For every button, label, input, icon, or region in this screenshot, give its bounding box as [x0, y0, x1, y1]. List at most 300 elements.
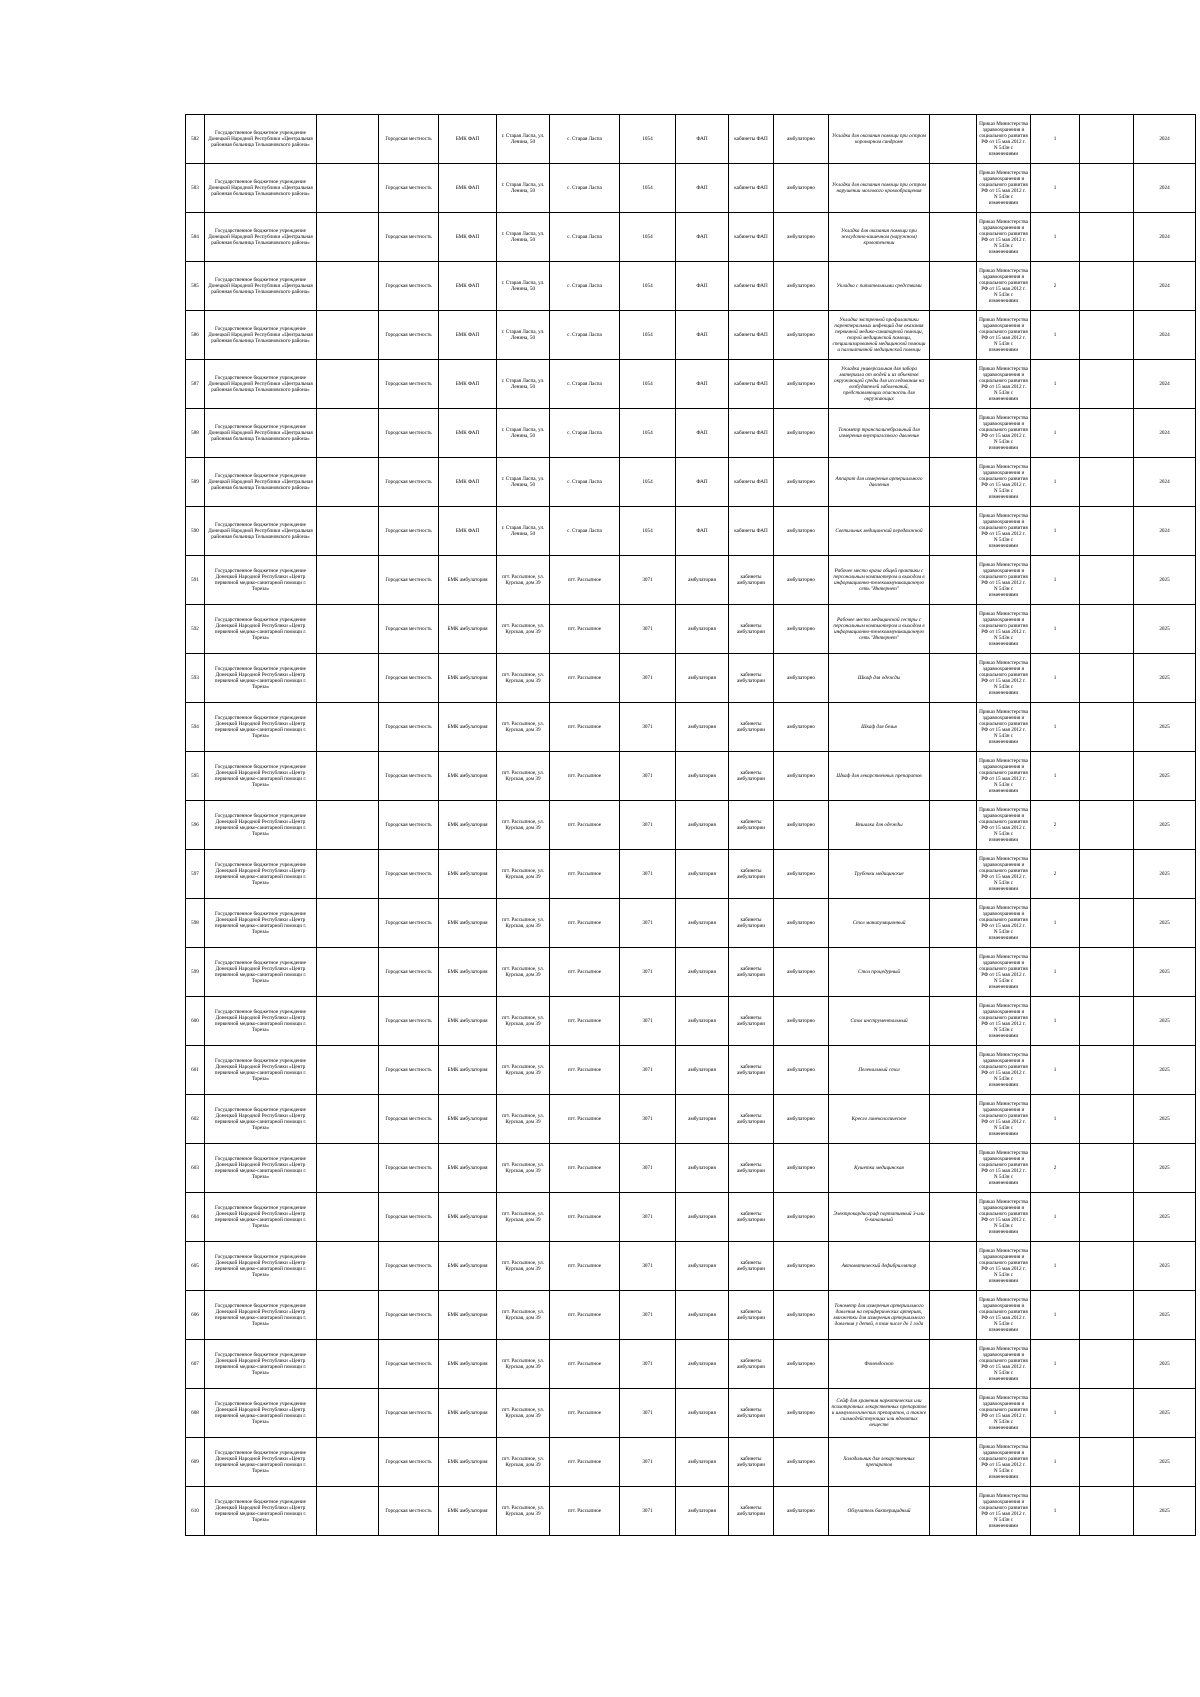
room-cell: кабинеты амбулатории [729, 556, 774, 605]
regulation-cell: Приказ Министерства здравоохранения и социального развития РФ от 15 мая 2012 г. N 543н с изменениями [977, 409, 1031, 458]
organization-cell: Государственное бюджетное учреждение Донецкой Народной Республики «Центральная районная больница Тельмановского района» [205, 164, 317, 213]
room-cell: кабинеты амбулатории [729, 850, 774, 899]
area-type-cell: Городская местность [379, 1046, 439, 1095]
facility-type-cell: БМК ФАП [439, 164, 497, 213]
table-row [186, 1144, 1196, 1193]
unit-cell: амбулатория [676, 899, 729, 948]
equipment-name-cell: Сейф для хранения наркотических или психотропных лекарственных препаратов и иммунологических препаратов, а также сильнодействующих или ядовитых веществ [829, 1389, 930, 1438]
empty-cell-cell [317, 801, 379, 850]
area-type-cell: Городская местность [379, 801, 439, 850]
organization-cell: Государственное бюджетное учреждение Донецкой Народной Республики «Центр первичной медико-санитарной помощи г. Тореза» [205, 948, 317, 997]
table-row [186, 213, 1196, 262]
care-form-cell: амбулаторно [774, 654, 829, 703]
population-cell: 3071 [620, 948, 676, 997]
row-number-cell: 609 [186, 1438, 205, 1487]
facility-type-cell: БМК амбулатория [439, 556, 497, 605]
unit-cell: амбулатория [676, 703, 729, 752]
year-cell: 2025 [1134, 1389, 1196, 1438]
row-number-cell: 599 [186, 948, 205, 997]
equipment-name-cell: Пеленальный стол [829, 1046, 930, 1095]
row-number-cell: 602 [186, 1095, 205, 1144]
year-cell: 2025 [1134, 703, 1196, 752]
organization-cell: Государственное бюджетное учреждение Донецкой Народной Республики «Центральная районная больница Тельмановского района» [205, 409, 317, 458]
population-cell: 3071 [620, 1193, 676, 1242]
facility-type-cell: БМК амбулатория [439, 1193, 497, 1242]
room-cell: кабинеты ФАП [729, 262, 774, 311]
empty-cell-cell [1080, 262, 1134, 311]
population-cell: 3071 [620, 654, 676, 703]
room-cell: кабинеты ФАП [729, 311, 774, 360]
population-cell: 3071 [620, 1487, 676, 1536]
unit-cell: ФАП [676, 164, 729, 213]
table-row [186, 164, 1196, 213]
empty-cell-cell [317, 213, 379, 262]
locality-cell: пгт. Рассыпное [550, 1144, 620, 1193]
care-form-cell: амбулаторно [774, 850, 829, 899]
table-row [186, 1193, 1196, 1242]
organization-cell: Государственное бюджетное учреждение Донецкой Народной Республики «Центр первичной медико-санитарной помощи г. Тореза» [205, 752, 317, 801]
equipment-name-cell: Рабочее место врача общей практики с персональным компьютером и выходом в информационно-телекоммуникационную сеть "Интернет" [829, 556, 930, 605]
quantity-cell: 1 [1031, 556, 1080, 605]
year-cell: 2025 [1134, 1193, 1196, 1242]
care-form-cell: амбулаторно [774, 1193, 829, 1242]
unit-cell: ФАП [676, 262, 729, 311]
empty-cell-cell [317, 1291, 379, 1340]
empty-cell-cell [317, 752, 379, 801]
quantity-cell: 1 [1031, 899, 1080, 948]
unit-cell: амбулатория [676, 850, 729, 899]
quantity-cell: 1 [1031, 1340, 1080, 1389]
empty-cell-cell [930, 654, 977, 703]
room-cell: кабинеты амбулатории [729, 801, 774, 850]
empty-cell-cell [1080, 115, 1134, 164]
organization-cell: Государственное бюджетное учреждение Донецкой Народной Республики «Центр первичной медико-санитарной помощи г. Тореза» [205, 850, 317, 899]
unit-cell: амбулатория [676, 752, 729, 801]
population-cell: 3071 [620, 1144, 676, 1193]
table-row [186, 605, 1196, 654]
empty-cell-cell [1080, 1046, 1134, 1095]
organization-cell: Государственное бюджетное учреждение Донецкой Народной Республики «Центр первичной медико-санитарной помощи г. Тореза» [205, 1193, 317, 1242]
organization-cell: Государственное бюджетное учреждение Донецкой Народной Республики «Центр первичной медико-санитарной помощи г. Тореза» [205, 1046, 317, 1095]
table-row [186, 1389, 1196, 1438]
address-cell: пгт. Рассыпное, ул. Курская, дом 39 [497, 1438, 550, 1487]
care-form-cell: амбулаторно [774, 1389, 829, 1438]
population-cell: 3071 [620, 605, 676, 654]
empty-cell-cell [930, 262, 977, 311]
population-cell: 1054 [620, 311, 676, 360]
row-number-cell: 595 [186, 752, 205, 801]
organization-cell: Государственное бюджетное учреждение Донецкой Народной Республики «Центральная районная больница Тельмановского района» [205, 458, 317, 507]
regulation-cell: Приказ Министерства здравоохранения и социального развития РФ от 15 мая 2012 г. N 543н с изменениями [977, 1291, 1031, 1340]
empty-cell-cell [317, 1144, 379, 1193]
year-cell: 2024 [1134, 311, 1196, 360]
table-row [186, 1291, 1196, 1340]
quantity-cell: 1 [1031, 115, 1080, 164]
year-cell: 2024 [1134, 164, 1196, 213]
organization-cell: Государственное бюджетное учреждение Донецкой Народной Республики «Центр первичной медико-санитарной помощи г. Тореза» [205, 605, 317, 654]
population-cell: 1054 [620, 360, 676, 409]
regulation-cell: Приказ Министерства здравоохранения и социального развития РФ от 15 мая 2012 г. N 543н с изменениями [977, 948, 1031, 997]
locality-cell: пгт. Рассыпное [550, 1095, 620, 1144]
area-type-cell: Городская местность [379, 1242, 439, 1291]
room-cell: кабинеты амбулатории [729, 899, 774, 948]
facility-type-cell: БМК ФАП [439, 213, 497, 262]
empty-cell-cell [930, 850, 977, 899]
unit-cell: амбулатория [676, 605, 729, 654]
empty-cell-cell [317, 311, 379, 360]
area-type-cell: Городская местность [379, 703, 439, 752]
equipment-table [185, 114, 1196, 1536]
year-cell: 2024 [1134, 213, 1196, 262]
address-cell: г. Старая Ласпа, ул. Ленина, 50 [497, 262, 550, 311]
table-row [186, 1438, 1196, 1487]
organization-cell: Государственное бюджетное учреждение Донецкой Народной Республики «Центр первичной медико-санитарной помощи г. Тореза» [205, 801, 317, 850]
room-cell: кабинеты ФАП [729, 409, 774, 458]
row-number-cell: 603 [186, 1144, 205, 1193]
empty-cell-cell [317, 1242, 379, 1291]
quantity-cell: 1 [1031, 605, 1080, 654]
empty-cell-cell [317, 458, 379, 507]
facility-type-cell: БМК амбулатория [439, 1438, 497, 1487]
area-type-cell: Городская местность [379, 752, 439, 801]
empty-cell-cell [1080, 1291, 1134, 1340]
equipment-name-cell: Укладка универсальная для забора материала от людей и из объектов окружающей среды для исследования на возбудителей заболеваний, представляющих опасность для окружающих [829, 360, 930, 409]
equipment-name-cell: Кушетка медицинская [829, 1144, 930, 1193]
organization-cell: Государственное бюджетное учреждение Донецкой Народной Республики «Центр первичной медико-санитарной помощи г. Тореза» [205, 1291, 317, 1340]
row-number-cell: 585 [186, 262, 205, 311]
quantity-cell: 1 [1031, 703, 1080, 752]
facility-type-cell: БМК амбулатория [439, 1046, 497, 1095]
unit-cell: амбулатория [676, 1487, 729, 1536]
empty-cell-cell [930, 556, 977, 605]
empty-cell-cell [930, 1144, 977, 1193]
area-type-cell: Городская местность [379, 311, 439, 360]
population-cell: 3071 [620, 1046, 676, 1095]
address-cell: пгт. Рассыпное, ул. Курская, дом 39 [497, 850, 550, 899]
empty-cell-cell [930, 1095, 977, 1144]
empty-cell-cell [930, 1340, 977, 1389]
row-number-cell: 591 [186, 556, 205, 605]
table-row [186, 703, 1196, 752]
table-row [186, 1340, 1196, 1389]
unit-cell: ФАП [676, 311, 729, 360]
unit-cell: ФАП [676, 409, 729, 458]
address-cell: г. Старая Ласпа, ул. Ленина, 50 [497, 458, 550, 507]
empty-cell-cell [317, 1340, 379, 1389]
address-cell: г. Старая Ласпа, ул. Ленина, 50 [497, 311, 550, 360]
locality-cell: пгт. Рассыпное [550, 801, 620, 850]
regulation-cell: Приказ Министерства здравоохранения и социального развития РФ от 15 мая 2012 г. N 543н с изменениями [977, 1242, 1031, 1291]
room-cell: кабинеты амбулатории [729, 997, 774, 1046]
year-cell: 2025 [1134, 997, 1196, 1046]
table-row [186, 801, 1196, 850]
unit-cell: амбулатория [676, 1340, 729, 1389]
locality-cell: пгт. Рассыпное [550, 1340, 620, 1389]
unit-cell: ФАП [676, 360, 729, 409]
unit-cell: амбулатория [676, 1046, 729, 1095]
address-cell: г. Старая Ласпа, ул. Ленина, 50 [497, 360, 550, 409]
year-cell: 2025 [1134, 801, 1196, 850]
facility-type-cell: БМК ФАП [439, 360, 497, 409]
empty-cell-cell [930, 507, 977, 556]
area-type-cell: Городская местность [379, 1095, 439, 1144]
address-cell: пгт. Рассыпное, ул. Курская, дом 39 [497, 556, 550, 605]
equipment-name-cell: Аппарат для измерения артериального давления [829, 458, 930, 507]
address-cell: пгт. Рассыпное, ул. Курская, дом 39 [497, 654, 550, 703]
care-form-cell: амбулаторно [774, 605, 829, 654]
care-form-cell: амбулаторно [774, 360, 829, 409]
room-cell: кабинеты амбулатории [729, 1340, 774, 1389]
regulation-cell: Приказ Министерства здравоохранения и социального развития РФ от 15 мая 2012 г. N 543н с изменениями [977, 360, 1031, 409]
year-cell: 2025 [1134, 1438, 1196, 1487]
room-cell: кабинеты амбулатории [729, 1144, 774, 1193]
organization-cell: Государственное бюджетное учреждение Донецкой Народной Республики «Центр первичной медико-санитарной помощи г. Тореза» [205, 1438, 317, 1487]
equipment-name-cell: Автоматический дефибриллятор [829, 1242, 930, 1291]
care-form-cell: амбулаторно [774, 997, 829, 1046]
unit-cell: амбулатория [676, 1438, 729, 1487]
table-row [186, 1487, 1196, 1536]
organization-cell: Государственное бюджетное учреждение Донецкой Народной Республики «Центральная районная больница Тельмановского района» [205, 213, 317, 262]
facility-type-cell: БМК амбулатория [439, 1144, 497, 1193]
empty-cell-cell [930, 360, 977, 409]
regulation-cell: Приказ Министерства здравоохранения и социального развития РФ от 15 мая 2012 г. N 543н с изменениями [977, 899, 1031, 948]
empty-cell-cell [930, 1242, 977, 1291]
locality-cell: пгт. Рассыпное [550, 1242, 620, 1291]
locality-cell: пгт. Рассыпное [550, 654, 620, 703]
empty-cell-cell [930, 115, 977, 164]
regulation-cell: Приказ Министерства здравоохранения и социального развития РФ от 15 мая 2012 г. N 543н с изменениями [977, 801, 1031, 850]
empty-cell-cell [1080, 654, 1134, 703]
unit-cell: амбулатория [676, 1193, 729, 1242]
equipment-name-cell: Рабочее место медицинской сестры с персональным компьютером и выходом в информационно-телекоммуникационную сеть "Интернет" [829, 605, 930, 654]
area-type-cell: Городская местность [379, 850, 439, 899]
care-form-cell: амбулаторно [774, 1095, 829, 1144]
care-form-cell: амбулаторно [774, 1046, 829, 1095]
equipment-name-cell: Укладка с питательными средствами [829, 262, 930, 311]
unit-cell: амбулатория [676, 1389, 729, 1438]
address-cell: пгт. Рассыпное, ул. Курская, дом 39 [497, 801, 550, 850]
regulation-cell: Приказ Министерства здравоохранения и социального развития РФ от 15 мая 2012 г. N 543н с изменениями [977, 262, 1031, 311]
address-cell: пгт. Рассыпное, ул. Курская, дом 39 [497, 1046, 550, 1095]
room-cell: кабинеты амбулатории [729, 703, 774, 752]
quantity-cell: 1 [1031, 1438, 1080, 1487]
equipment-name-cell: Стол манипуляционный [829, 899, 930, 948]
organization-cell: Государственное бюджетное учреждение Донецкой Народной Республики «Центр первичной медико-санитарной помощи г. Тореза» [205, 899, 317, 948]
regulation-cell: Приказ Министерства здравоохранения и социального развития РФ от 15 мая 2012 г. N 543н с изменениями [977, 997, 1031, 1046]
table-row [186, 458, 1196, 507]
empty-cell-cell [930, 1046, 977, 1095]
locality-cell: с. Старая Ласпа [550, 409, 620, 458]
address-cell: пгт. Рассыпное, ул. Курская, дом 39 [497, 1144, 550, 1193]
regulation-cell: Приказ Министерства здравоохранения и социального развития РФ от 15 мая 2012 г. N 543н с изменениями [977, 605, 1031, 654]
equipment-name-cell: Вешалка для одежды [829, 801, 930, 850]
care-form-cell: амбулаторно [774, 752, 829, 801]
area-type-cell: Городская местность [379, 1291, 439, 1340]
area-type-cell: Городская местность [379, 654, 439, 703]
facility-type-cell: БМК амбулатория [439, 801, 497, 850]
quantity-cell: 1 [1031, 164, 1080, 213]
empty-cell-cell [1080, 1389, 1134, 1438]
care-form-cell: амбулаторно [774, 164, 829, 213]
year-cell: 2025 [1134, 1242, 1196, 1291]
population-cell: 1054 [620, 164, 676, 213]
facility-type-cell: БМК амбулатория [439, 1291, 497, 1340]
year-cell: 2025 [1134, 1340, 1196, 1389]
empty-cell-cell [317, 605, 379, 654]
locality-cell: с. Старая Ласпа [550, 164, 620, 213]
room-cell: кабинеты ФАП [729, 213, 774, 262]
empty-cell-cell [317, 115, 379, 164]
locality-cell: пгт. Рассыпное [550, 1046, 620, 1095]
empty-cell-cell [930, 409, 977, 458]
population-cell: 3071 [620, 997, 676, 1046]
empty-cell-cell [930, 801, 977, 850]
organization-cell: Государственное бюджетное учреждение Донецкой Народной Республики «Центр первичной медико-санитарной помощи г. Тореза» [205, 1389, 317, 1438]
empty-cell-cell [930, 1438, 977, 1487]
year-cell: 2025 [1134, 899, 1196, 948]
equipment-name-cell: Кресло гинекологическое [829, 1095, 930, 1144]
year-cell: 2025 [1134, 556, 1196, 605]
area-type-cell: Городская местность [379, 409, 439, 458]
unit-cell: ФАП [676, 213, 729, 262]
facility-type-cell: БМК амбулатория [439, 1340, 497, 1389]
population-cell: 1054 [620, 262, 676, 311]
organization-cell: Государственное бюджетное учреждение Донецкой Народной Республики «Центральная районная больница Тельмановского района» [205, 360, 317, 409]
empty-cell-cell [317, 1095, 379, 1144]
area-type-cell: Городская местность [379, 360, 439, 409]
empty-cell-cell [1080, 801, 1134, 850]
equipment-name-cell: Светильник медицинский передвижной [829, 507, 930, 556]
empty-cell-cell [930, 752, 977, 801]
table-row [186, 1046, 1196, 1095]
unit-cell: амбулатория [676, 1144, 729, 1193]
locality-cell: пгт. Рассыпное [550, 1193, 620, 1242]
care-form-cell: амбулаторно [774, 948, 829, 997]
locality-cell: с. Старая Ласпа [550, 262, 620, 311]
table-row [186, 1242, 1196, 1291]
quantity-cell: 1 [1031, 948, 1080, 997]
organization-cell: Государственное бюджетное учреждение Донецкой Народной Республики «Центр первичной медико-санитарной помощи г. Тореза» [205, 1095, 317, 1144]
row-number-cell: 586 [186, 311, 205, 360]
regulation-cell: Приказ Министерства здравоохранения и социального развития РФ от 15 мая 2012 г. N 543н с изменениями [977, 850, 1031, 899]
row-number-cell: 605 [186, 1242, 205, 1291]
facility-type-cell: БМК амбулатория [439, 850, 497, 899]
table-row [186, 997, 1196, 1046]
address-cell: пгт. Рассыпное, ул. Курская, дом 39 [497, 997, 550, 1046]
quantity-cell: 1 [1031, 1193, 1080, 1242]
care-form-cell: амбулаторно [774, 801, 829, 850]
address-cell: пгт. Рассыпное, ул. Курская, дом 39 [497, 899, 550, 948]
area-type-cell: Городская местность [379, 507, 439, 556]
area-type-cell: Городская местность [379, 605, 439, 654]
empty-cell-cell [317, 1438, 379, 1487]
row-number-cell: 608 [186, 1389, 205, 1438]
organization-cell: Государственное бюджетное учреждение Донецкой Народной Республики «Центральная районная больница Тельмановского района» [205, 115, 317, 164]
care-form-cell: амбулаторно [774, 1438, 829, 1487]
regulation-cell: Приказ Министерства здравоохранения и социального развития РФ от 15 мая 2012 г. N 543н с изменениями [977, 1438, 1031, 1487]
population-cell: 3071 [620, 1438, 676, 1487]
locality-cell: с. Старая Ласпа [550, 507, 620, 556]
organization-cell: Государственное бюджетное учреждение Донецкой Народной Республики «Центр первичной медико-санитарной помощи г. Тореза» [205, 997, 317, 1046]
organization-cell: Государственное бюджетное учреждение Донецкой Народной Республики «Центр первичной медико-санитарной помощи г. Тореза» [205, 1487, 317, 1536]
year-cell: 2025 [1134, 1046, 1196, 1095]
table-row [186, 948, 1196, 997]
quantity-cell: 1 [1031, 409, 1080, 458]
row-number-cell: 597 [186, 850, 205, 899]
facility-type-cell: БМК амбулатория [439, 654, 497, 703]
care-form-cell: амбулаторно [774, 458, 829, 507]
quantity-cell: 1 [1031, 997, 1080, 1046]
care-form-cell: амбулаторно [774, 1144, 829, 1193]
equipment-name-cell: Укладка для оказания помощи при желудочно-кишечном (наружном) кровотечении [829, 213, 930, 262]
address-cell: пгт. Рассыпное, ул. Курская, дом 39 [497, 1487, 550, 1536]
empty-cell-cell [317, 1389, 379, 1438]
empty-cell-cell [930, 213, 977, 262]
room-cell: кабинеты амбулатории [729, 1389, 774, 1438]
area-type-cell: Городская местность [379, 213, 439, 262]
empty-cell-cell [1080, 1340, 1134, 1389]
locality-cell: с. Старая Ласпа [550, 213, 620, 262]
quantity-cell: 1 [1031, 752, 1080, 801]
year-cell: 2025 [1134, 1487, 1196, 1536]
empty-cell-cell [930, 311, 977, 360]
care-form-cell: амбулаторно [774, 213, 829, 262]
empty-cell-cell [1080, 507, 1134, 556]
row-number-cell: 582 [186, 115, 205, 164]
locality-cell: пгт. Рассыпное [550, 850, 620, 899]
locality-cell: с. Старая Ласпа [550, 458, 620, 507]
empty-cell-cell [317, 703, 379, 752]
empty-cell-cell [1080, 752, 1134, 801]
empty-cell-cell [930, 458, 977, 507]
regulation-cell: Приказ Министерства здравоохранения и социального развития РФ от 15 мая 2012 г. N 543н с изменениями [977, 115, 1031, 164]
care-form-cell: амбулаторно [774, 556, 829, 605]
population-cell: 3071 [620, 1242, 676, 1291]
quantity-cell: 1 [1031, 213, 1080, 262]
row-number-cell: 594 [186, 703, 205, 752]
locality-cell: пгт. Рассыпное [550, 1438, 620, 1487]
room-cell: кабинеты амбулатории [729, 1242, 774, 1291]
regulation-cell: Приказ Министерства здравоохранения и социального развития РФ от 15 мая 2012 г. N 543н с изменениями [977, 311, 1031, 360]
room-cell: кабинеты ФАП [729, 115, 774, 164]
row-number-cell: 610 [186, 1487, 205, 1536]
table-row [186, 262, 1196, 311]
empty-cell-cell [930, 997, 977, 1046]
regulation-cell: Приказ Министерства здравоохранения и социального развития РФ от 15 мая 2012 г. N 543н с изменениями [977, 752, 1031, 801]
area-type-cell: Городская местность [379, 1144, 439, 1193]
empty-cell-cell [930, 605, 977, 654]
organization-cell: Государственное бюджетное учреждение Донецкой Народной Республики «Центральная районная больница Тельмановского района» [205, 262, 317, 311]
population-cell: 3071 [620, 801, 676, 850]
address-cell: г. Старая Ласпа, ул. Ленина, 50 [497, 409, 550, 458]
locality-cell: с. Старая Ласпа [550, 311, 620, 360]
facility-type-cell: БМК амбулатория [439, 899, 497, 948]
room-cell: кабинеты ФАП [729, 360, 774, 409]
locality-cell: пгт. Рассыпное [550, 703, 620, 752]
year-cell: 2025 [1134, 850, 1196, 899]
regulation-cell: Приказ Министерства здравоохранения и социального развития РФ от 15 мая 2012 г. N 543н с изменениями [977, 1487, 1031, 1536]
room-cell: кабинеты амбулатории [729, 654, 774, 703]
quantity-cell: 1 [1031, 1389, 1080, 1438]
row-number-cell: 588 [186, 409, 205, 458]
address-cell: г. Старая Ласпа, ул. Ленина, 50 [497, 164, 550, 213]
care-form-cell: амбулаторно [774, 115, 829, 164]
population-cell: 3071 [620, 1291, 676, 1340]
population-cell: 1054 [620, 115, 676, 164]
empty-cell-cell [930, 1487, 977, 1536]
regulation-cell: Приказ Министерства здравоохранения и социального развития РФ от 15 мая 2012 г. N 543н с изменениями [977, 507, 1031, 556]
unit-cell: амбулатория [676, 948, 729, 997]
